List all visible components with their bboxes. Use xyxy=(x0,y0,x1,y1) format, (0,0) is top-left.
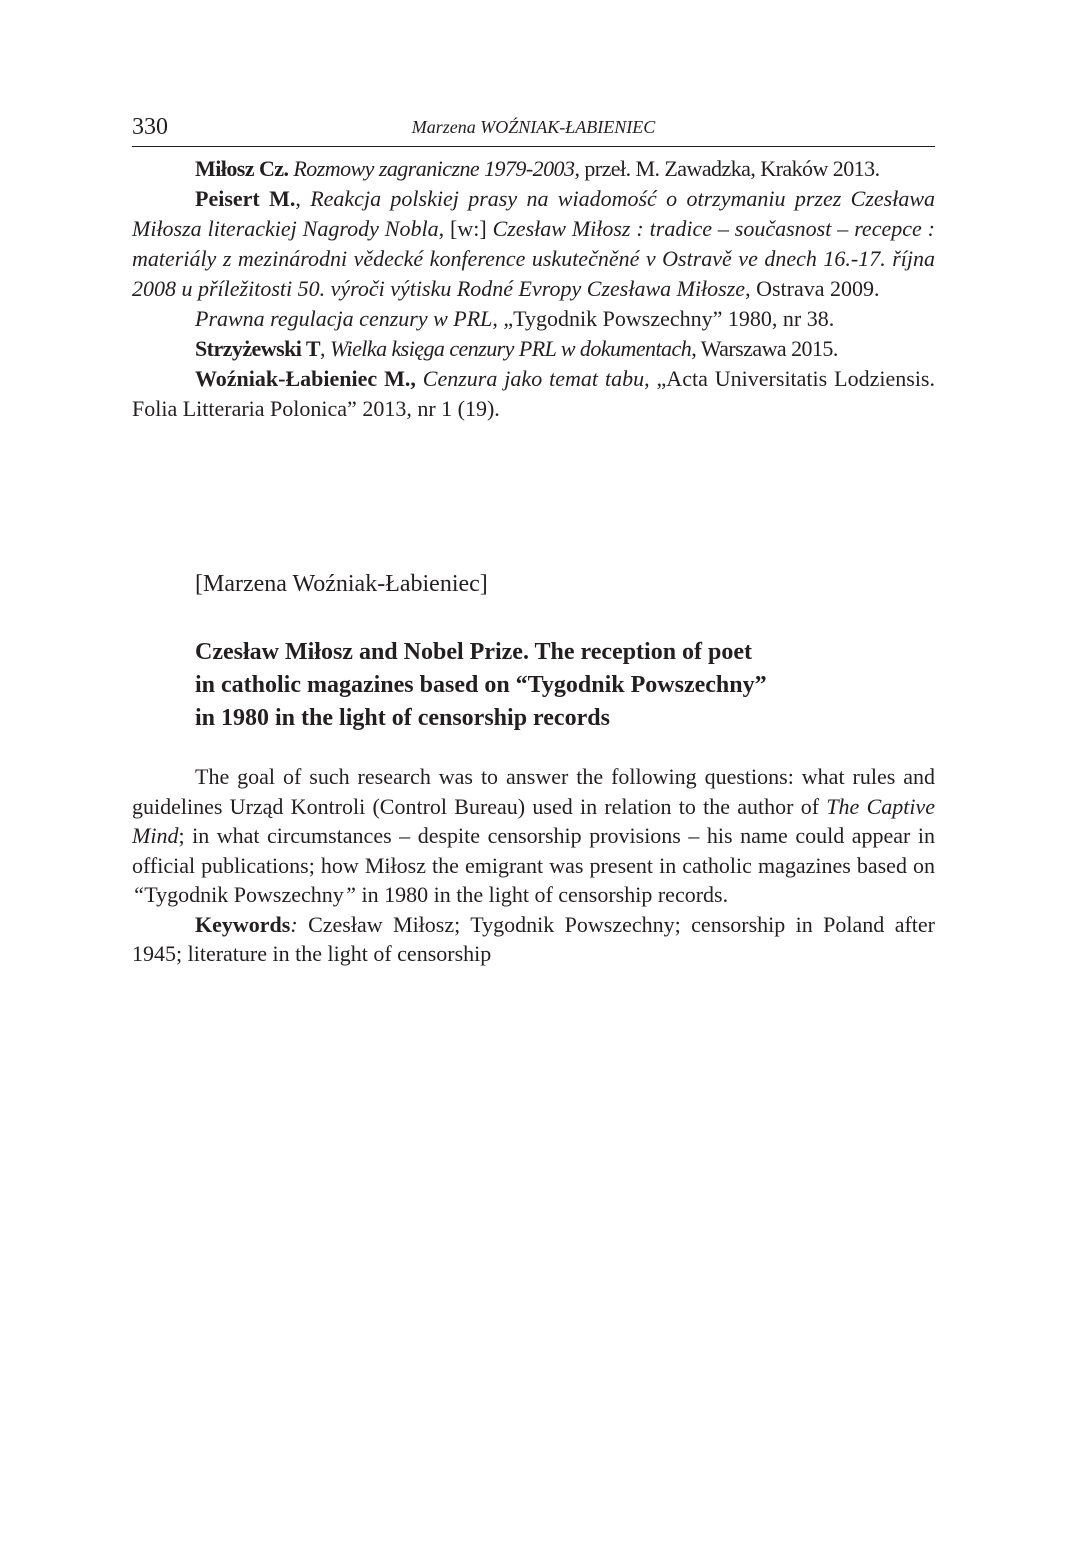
abstract-text: ; in what circumstances – despite censorship provisions – his name could appear in official publications; how Miłosz the emigrant was present in catholic magazines based on xyxy=(132,823,935,878)
abstract xyxy=(132,762,935,969)
quote-mark: “ xyxy=(132,882,145,907)
entry-author: Strzyżewski T xyxy=(195,336,321,361)
entry-author: Miłosz Cz. xyxy=(195,156,289,181)
entry-title: Wielka księga cenzury PRL w dokumentach xyxy=(329,336,692,361)
keywords-label: Keywords xyxy=(195,911,291,937)
bibliography-entry xyxy=(132,334,935,364)
entry-separator xyxy=(416,366,423,391)
keywords-paragraph xyxy=(132,910,935,969)
entry-source: Czesław Miłosz : tradice – současnost – recepce : materiály z mezinárodni vědecké konference uskutečněné v Ostravě ve dnech 16.-17. října 2008 u příležitosti 50. výroči výtisku Rodné Evropy Czesława Miłosze xyxy=(132,216,935,301)
entry-separator: , xyxy=(320,336,330,361)
entry-details: , „Acta Universitatis Lodziensis. Folia Litteraria Polonica” 2013, nr 1 (19). xyxy=(132,366,935,421)
entry-in-marker: , [w:] xyxy=(438,216,493,241)
entry-title: Prawna regulacja cenzury w PRL xyxy=(195,306,493,331)
bibliography-entry xyxy=(132,184,935,304)
entry-separator: , xyxy=(295,186,311,211)
bibliography-entry xyxy=(132,364,935,424)
entry-details: , Warszawa 2015. xyxy=(691,336,838,361)
entry-details: , Ostrava 2009. xyxy=(745,276,880,301)
summary-author: [Marzena Woźniak-Łabieniec] xyxy=(195,571,488,597)
page-number: 330 xyxy=(132,114,168,140)
summary-title-line: Czesław Miłosz and Nobel Prize. The reception of poet xyxy=(195,639,753,665)
entry-details: , „Tygodnik Powszechny” 1980, nr 38. xyxy=(492,306,835,331)
bibliography-entry xyxy=(132,154,935,184)
entry-title: Rozmowy zagraniczne 1979-2003 xyxy=(293,156,575,181)
bibliography-entry xyxy=(132,304,935,334)
entry-author: Peisert M. xyxy=(195,186,296,211)
bibliography xyxy=(132,154,935,424)
running-head: Marzena WOŹNIAK-ŁABIENIEC xyxy=(411,117,656,137)
page-header xyxy=(132,112,935,147)
book-title: The Captive Mind xyxy=(132,793,935,848)
summary-title xyxy=(195,636,935,735)
abstract-paragraph xyxy=(132,762,935,910)
entry-title: Reakcja polskiej prasy na wiadomość o otrzymaniu przez Czesława Miłosza literackiej Nagrody Nobla xyxy=(132,186,936,241)
abstract-text: in 1980 in the light of censorship records. xyxy=(356,882,729,907)
magazine-title: Tygodnik Powszechny xyxy=(144,882,344,907)
summary-title-line: in 1980 in the light of censorship records xyxy=(195,705,610,731)
entry-title: Cenzura jako temat tabu xyxy=(422,366,645,391)
summary-title-line: in catholic magazines based on “Tygodnik Powszechny” xyxy=(195,672,767,698)
entry-author: Woźniak-Łabieniec M., xyxy=(195,366,416,391)
quote-mark: ” xyxy=(343,882,356,907)
abstract-text: The goal of such research was to answer the following questions: what rules and guidelines Urząd Kontroli (Control Bureau) used in relation to the author of xyxy=(132,764,935,819)
keywords-colon: : xyxy=(290,911,298,937)
entry-details: , przeł. M. Zawadzka, Kraków 2013. xyxy=(574,156,880,181)
keywords-text: Czesław Miłosz; Tygodnik Powszechny; censorship in Poland after 1945; literature in the light of censorship xyxy=(132,911,935,966)
